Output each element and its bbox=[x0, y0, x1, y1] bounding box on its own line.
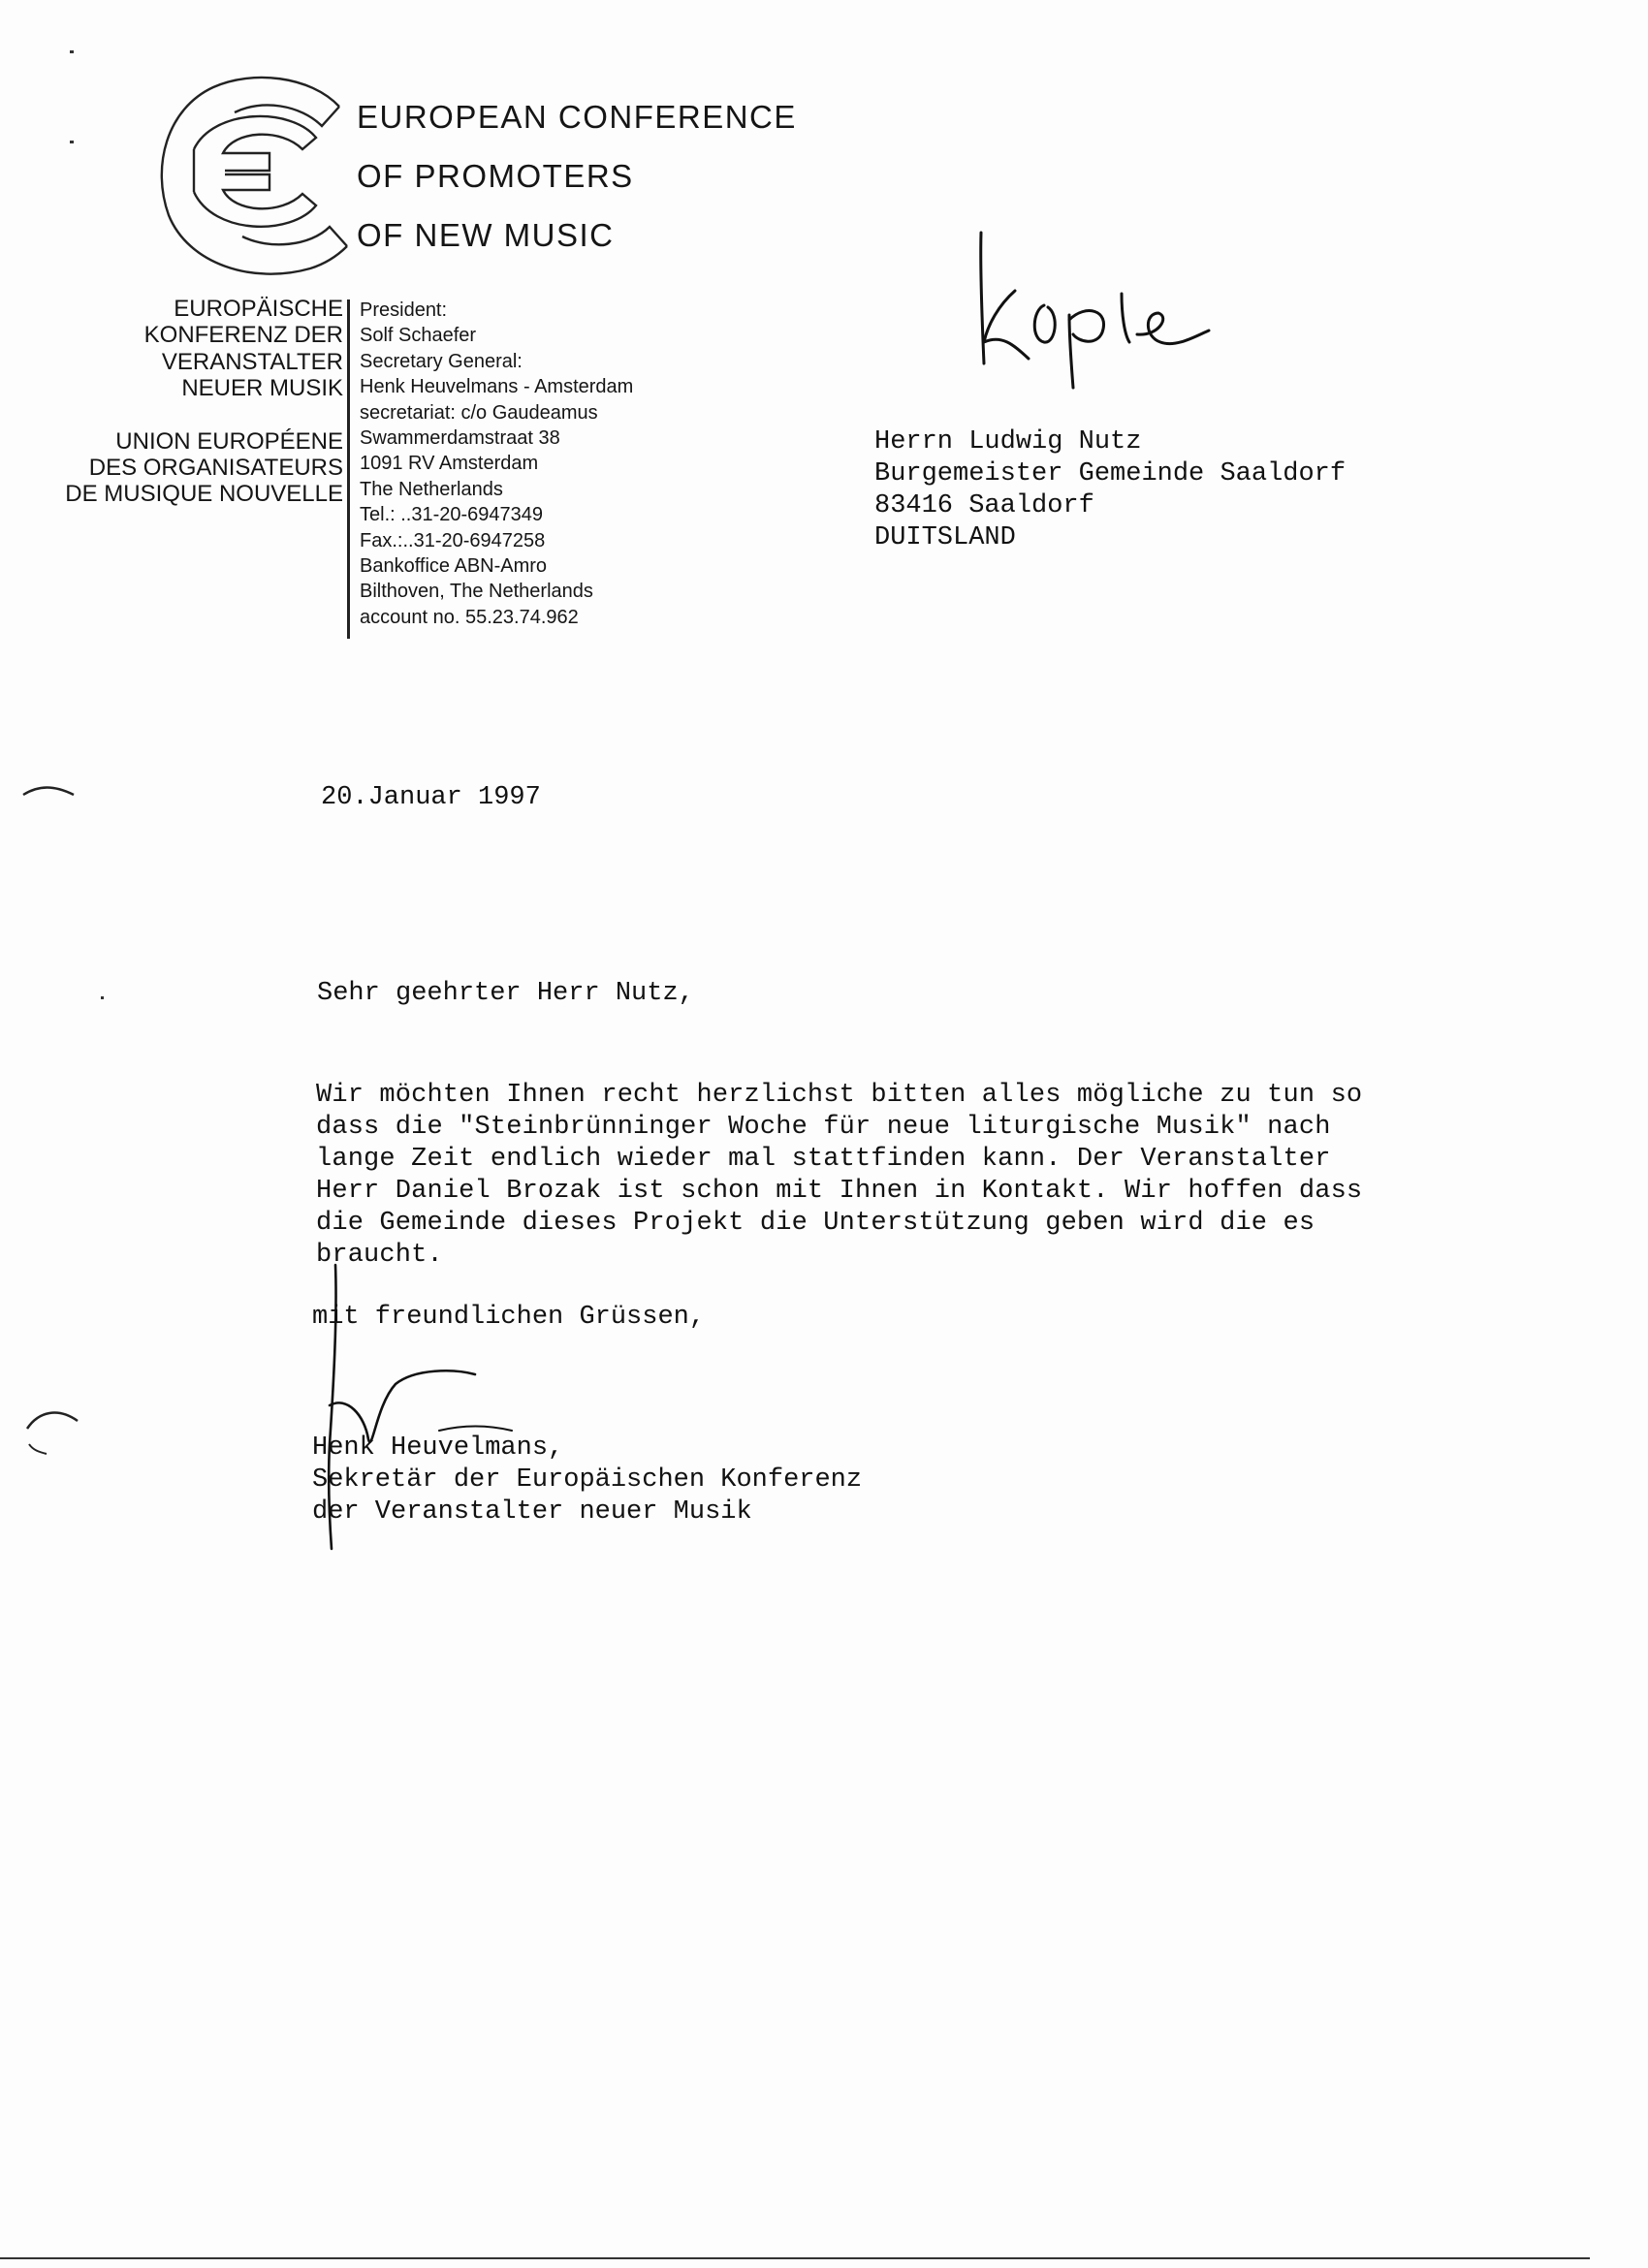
signer-title-line-2: der Veranstalter neuer Musik bbox=[312, 1497, 752, 1527]
recipient-line: Burgemeister Gemeinde Saaldorf bbox=[874, 459, 1347, 488]
german-name-line-4: NEUER MUSIK bbox=[181, 375, 343, 402]
info-line: Bilthoven, The Netherlands bbox=[360, 581, 593, 603]
org-title-line-3: OF NEW MUSIC bbox=[357, 217, 615, 253]
info-line: The Netherlands bbox=[360, 478, 503, 500]
recipient-line: DUITSLAND bbox=[874, 523, 1016, 552]
recipient-line: 83416 Saaldorf bbox=[874, 491, 1094, 520]
info-line: Henk Heuvelmans - Amsterdam bbox=[360, 376, 634, 398]
body-line: lange Zeit endlich wieder mal stattfinden kann. Der Veranstalter bbox=[316, 1145, 1331, 1174]
org-title-line-1: EUROPEAN CONFERENCE bbox=[357, 99, 797, 135]
letter-body bbox=[316, 1080, 1362, 1272]
info-line: secretariat: c/o Gaudeamus bbox=[360, 401, 598, 424]
signer-block bbox=[312, 1433, 862, 1528]
org-title-line-2: OF PROMOTERS bbox=[357, 158, 634, 194]
recipient-line: Herrn Ludwig Nutz bbox=[874, 427, 1142, 457]
info-line: Fax.:..31-20-6947258 bbox=[360, 529, 546, 551]
info-line: Tel.: ..31-20-6947349 bbox=[360, 504, 544, 526]
body-line: Herr Daniel Brozak ist schon mit Ihnen in Kontakt. Wir hoffen dass bbox=[316, 1177, 1363, 1206]
info-line: 1091 RV Amsterdam bbox=[360, 453, 539, 475]
organization-title bbox=[357, 87, 797, 265]
body-line: braucht. bbox=[316, 1241, 443, 1270]
salutation: Sehr geehrter Herr Nutz, bbox=[317, 979, 694, 1008]
scan-dot bbox=[70, 141, 74, 143]
letter-date: 20.Januar 1997 bbox=[321, 783, 541, 812]
info-line: Bankoffice ABN-Amro bbox=[360, 555, 548, 578]
german-name-line-2: KONFERENZ DER bbox=[143, 322, 343, 349]
body-line: dass die "Steinbrünninger Woche für neue liturgische Musik" nach bbox=[316, 1113, 1331, 1142]
info-line: President: bbox=[360, 299, 448, 321]
french-name-line-2: DES ORGANISATEURS bbox=[88, 455, 343, 482]
info-line: Solf Schaefer bbox=[360, 325, 477, 347]
french-name-line-1: UNION EUROPÉENE bbox=[115, 427, 343, 455]
scan-artifact bbox=[19, 1396, 87, 1464]
info-line: account no. 55.23.74.962 bbox=[360, 606, 579, 628]
recipient-address bbox=[874, 426, 1346, 554]
contact-info-column bbox=[360, 298, 633, 630]
scan-bottom-edge bbox=[0, 2257, 1590, 2259]
closing-line: mit freundlichen Grüssen, bbox=[312, 1303, 706, 1332]
body-line: die Gemeinde dieses Projekt die Unterstützung geben wird die es bbox=[316, 1209, 1315, 1238]
french-name-line-3: DE MUSIQUE NOUVELLE bbox=[65, 481, 343, 508]
signer-title-line-1: Sekretär der Europäischen Konferenz bbox=[312, 1465, 863, 1495]
body-line: Wir möchten Ihnen recht herzlichst bitten alles mögliche zu tun so bbox=[316, 1081, 1363, 1110]
scan-dot bbox=[70, 50, 74, 53]
german-name-line-3: VERANSTALTER bbox=[161, 348, 343, 375]
info-line: Swammerdamstraat 38 bbox=[360, 427, 560, 450]
organization-names-column bbox=[65, 296, 343, 508]
signer-name: Henk Heuvelmans, bbox=[312, 1433, 564, 1463]
german-name-line-1: EUROPÄISCHE bbox=[174, 296, 343, 322]
letterhead-divider bbox=[347, 299, 350, 639]
scan-dot bbox=[101, 996, 104, 999]
info-line: Secretary General: bbox=[360, 350, 523, 372]
handwritten-kopie-note bbox=[955, 228, 1217, 393]
scan-artifact bbox=[19, 775, 78, 804]
conference-logo bbox=[155, 70, 359, 283]
